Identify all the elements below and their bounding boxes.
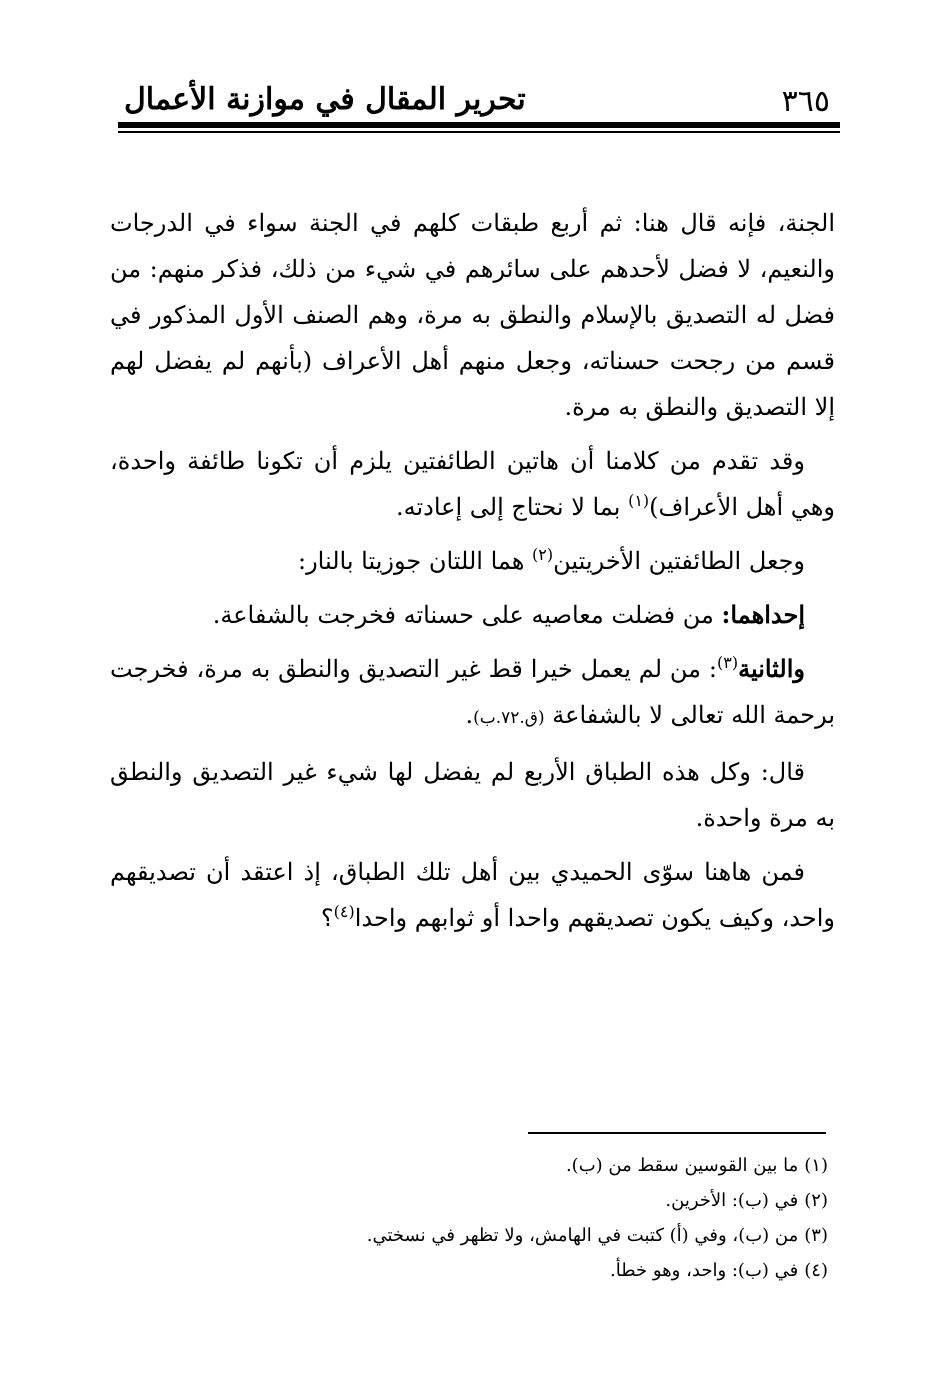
footnote-2-text: في (ب): الأخرين. bbox=[665, 1190, 799, 1211]
paragraph-5-end: . bbox=[465, 701, 474, 729]
footnote-ref-2: (٢) bbox=[532, 545, 554, 564]
footnote-3-text: من (ب)، وفي (أ) كتبت في الهامش، ولا تظهر في نسختي. bbox=[366, 1225, 799, 1246]
paragraph-3-text-b: هما اللتان جوزيتا بالنار: bbox=[297, 547, 533, 575]
footnote-4-text: في (ب): واحد، وهو خطأ. bbox=[610, 1260, 799, 1281]
paragraph-5-text: : من لم يعمل خيرا قط غير التصديق والنطق به مرة، فخرجت برحمة الله تعالى لا بالشفاعة bbox=[110, 655, 835, 729]
header-rule-thick bbox=[118, 122, 840, 128]
footnote-1 bbox=[300, 1148, 828, 1183]
footnote-1-number: (١) bbox=[804, 1155, 828, 1176]
paragraph-6: قال: وكل هذه الطباق الأربع لم يفضل لها شيء غير التصديق والنطق به مرة واحدة. bbox=[110, 758, 835, 832]
paragraph-3 bbox=[110, 538, 835, 584]
footnote-4 bbox=[300, 1253, 828, 1288]
footnote-3 bbox=[300, 1218, 828, 1253]
footnote-2 bbox=[300, 1183, 828, 1218]
footnote-2-number: (٢) bbox=[804, 1190, 828, 1211]
paragraph-2 bbox=[110, 438, 835, 530]
paragraph-7-text-b: ؟ bbox=[320, 904, 334, 932]
paragraph-3-text-a: وجعل الطائفتين الأخريتين bbox=[553, 547, 805, 575]
paragraph-1: الجنة، فإنه قال هنا: ثم أربع طبقات كلهم في الجنة سواء في الدرجات والنعيم، لا فضل لأحدهم على سائرهم في شيء من ذلك، فذكر منهم: من فضل له التصديق بالإسلام والنطق به مرة، وهم الصنف الأول المذكور في قسم من رجحت حسناته، وجعل منهم أهل الأعراف (بأنهم لم يفضل لهم إلا التصديق والنطق به مرة. bbox=[110, 209, 835, 421]
paragraph-7 bbox=[110, 849, 835, 941]
paragraph-4-text: من فضلت معاصيه على حسناته فخرجت بالشفاعة. bbox=[212, 601, 722, 629]
header-rule-thin bbox=[118, 131, 840, 133]
paragraph-5-lead: والثانية bbox=[738, 654, 805, 683]
footnotes bbox=[300, 1148, 828, 1288]
footnote-4-number: (٤) bbox=[804, 1260, 828, 1281]
paragraph-4-lead: إحداهما: bbox=[721, 600, 805, 629]
paragraph-4 bbox=[110, 592, 835, 638]
footnote-separator bbox=[528, 1132, 826, 1134]
footnote-3-number: (٣) bbox=[804, 1225, 828, 1246]
paragraph-2-text-b: بما لا نحتاج إلى إعادته. bbox=[395, 493, 629, 521]
paragraph-7-text-a: فمن هاهنا سوّى الحميدي بين أهل تلك الطباق، إذ اعتقد أن تصديقهم واحد، وكيف يكون تصديقهم واحدا أو ثوابهم واحدا bbox=[110, 858, 835, 932]
paragraph-5 bbox=[110, 646, 835, 741]
footnote-ref-1: (١) bbox=[628, 491, 650, 510]
running-header bbox=[118, 78, 840, 122]
footnote-ref-4: (٤) bbox=[333, 902, 355, 921]
footnote-1-text: ما بين القوسين سقط من (ب). bbox=[565, 1155, 799, 1176]
main-text bbox=[110, 200, 835, 949]
book-title: تحرير المقال في موازنة الأعمال bbox=[124, 82, 526, 117]
footnote-ref-3: (٣) bbox=[716, 653, 739, 672]
page-number: ٣٦٥ bbox=[781, 84, 830, 119]
paragraph-2-text-a: وقد تقدم من كلامنا أن هاتين الطائفتين يلزم أن تكونا طائفة واحدة، وهي أهل الأعراف) bbox=[110, 447, 835, 521]
manuscript-folio-ref: (ق.٧٢.ب) bbox=[473, 708, 545, 728]
